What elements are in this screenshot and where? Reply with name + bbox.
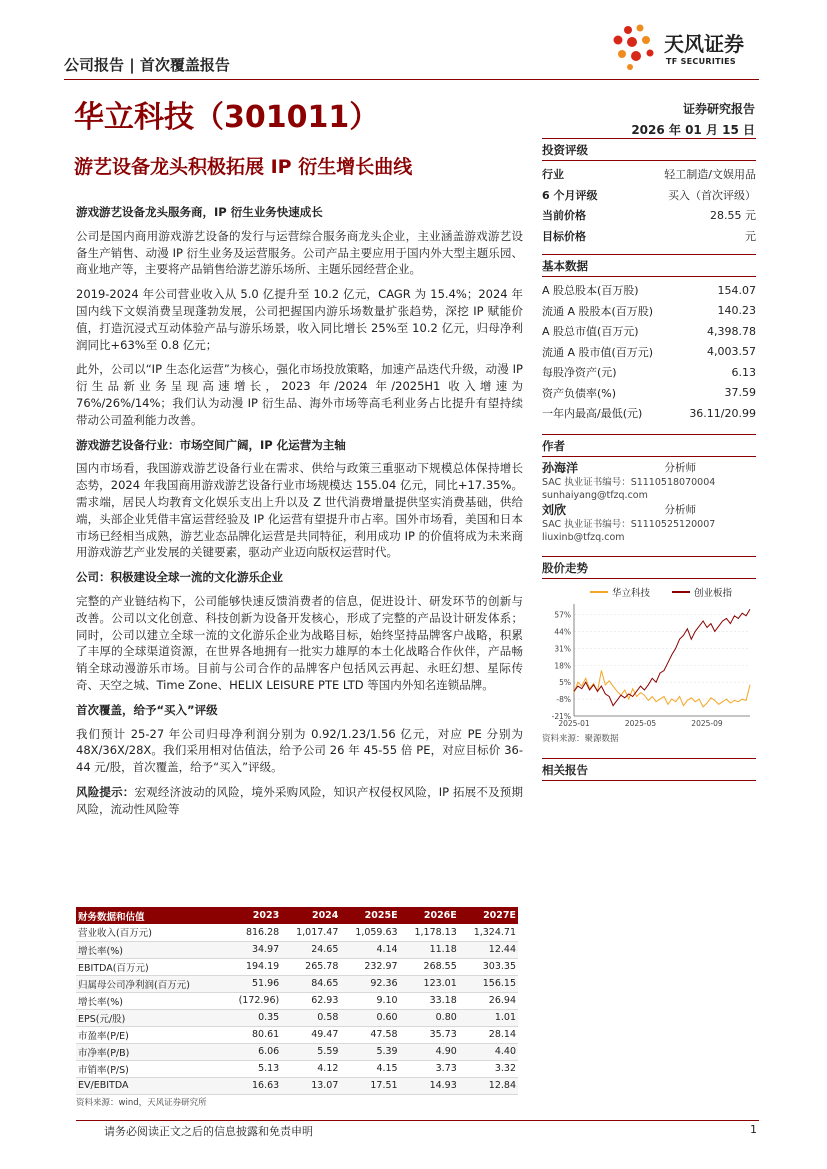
table-cell: 9.10 [340, 992, 399, 1009]
table-cell: 13.07 [281, 1077, 340, 1094]
table-cell: 84.65 [281, 975, 340, 992]
main-content [76, 198, 523, 826]
price-trend-heading: 股价走势 [542, 556, 756, 579]
x-tick-label: 2025-05 [624, 718, 657, 728]
basic-data-value: 36.11/20.99 [689, 406, 756, 420]
paragraph: 此外，公司以“IP 生态化运营”为核心，强化市场投放策略，加速产品迭代升级，动漫 IP 衍生品新业务呈现高速增长，2023 年/2024 年/2025H1 收入增速为 76%/26%/14%；我们认为动漫 IP 衍生品、海外市场等高毛利业务占比提升有望持续带动公司盈利能力改善。 [76, 362, 523, 427]
table-cell: 35.73 [400, 1026, 459, 1043]
rating-row [542, 164, 756, 185]
table-cell: 市净率(P/B) [76, 1043, 224, 1060]
brand-logo [606, 22, 766, 72]
table-cell: 4.15 [340, 1060, 399, 1077]
table-cell: 303.35 [459, 958, 518, 975]
series-line [574, 670, 750, 706]
table-cell: 92.36 [340, 975, 399, 992]
table-cell: 6.06 [224, 1043, 281, 1060]
legend-label: 华立科技 [612, 587, 651, 599]
chart-source: 资料来源：聚源数据 [542, 733, 619, 744]
financial-table-body [76, 924, 518, 1094]
research-label: 证券研究报告 [682, 102, 755, 116]
author-email[interactable]: sunhaiyang@tfzq.com [542, 489, 648, 501]
price-label: 当前价格 [542, 209, 586, 223]
basic-data-label: 流通 A 股市值(百万元) [542, 345, 654, 359]
footer-divider [76, 1120, 759, 1121]
table-cell: 1,059.63 [340, 924, 399, 941]
basic-data-row [542, 362, 756, 383]
table-cell: 0.58 [281, 1009, 340, 1026]
industry-value: 轻工制造/文娱用品 [664, 168, 756, 182]
y-tick-label: 31% [554, 643, 571, 653]
section-title: 首次覆盖，给予“买入”评级 [76, 702, 218, 717]
table-cell: 3.32 [459, 1060, 518, 1077]
section-title: 公司：积极建设全球一流的文化游乐企业 [76, 570, 283, 585]
y-tick-label: -8% [556, 694, 571, 704]
y-tick-label: 18% [554, 660, 571, 670]
table-cell: 265.78 [281, 958, 340, 975]
table-cell: 194.19 [224, 958, 281, 975]
brand-name-en: TF SECURITIES [666, 57, 736, 66]
risk-warning [76, 784, 523, 818]
target-value: 元 [745, 229, 756, 243]
table-row [76, 1026, 518, 1043]
table-cell: 34.97 [224, 941, 281, 958]
related-reports-heading: 相关报告 [542, 758, 756, 781]
footer-disclaimer: 请务必阅读正文之后的信息披露和免责申明 [104, 1125, 313, 1138]
brand-name: 天风证券 [664, 32, 744, 56]
table-cell: 增长率(%) [76, 992, 224, 1009]
table-cell: (172.96) [224, 992, 281, 1009]
table-row [76, 958, 518, 975]
table-row [76, 1009, 518, 1026]
table-cell: 816.28 [224, 924, 281, 941]
basic-data-label: 每股净资产(元) [542, 366, 617, 380]
paragraph: 完整的产业链结构下，公司能够快速反馈消费者的信息，促进设计、研发环节的创新与改善。公司以文化创意、科技创新为设备开发核心，形成了完整的产品设计研发体系；同时，公司以建立全球一流的文化游乐企业为战略目标，始终坚持品牌客户战略，积累了丰厚的全球渠道资源，在世界各地拥有一批实力雄厚的本土化战略合作伙伴，产品畅销全球动漫游乐市场。目前与公司合作的品牌客户包括风云再起、永旺幻想、星际传奇、天空之城、Time Zone、HELIX LEISURE PTE LTD 等国内外知名连锁品牌。 [76, 593, 523, 692]
risk-text: 宏观经济波动的风险，境外采购风险，知识产权侵权风险，IP 拓展不及预期风险，流动性风险等 [76, 784, 523, 816]
table-cell: 4.90 [400, 1043, 459, 1060]
table-cell: 市销率(P/S) [76, 1060, 224, 1077]
rating-row [542, 226, 756, 247]
table-header-cell: 2026E [400, 907, 459, 924]
y-tick-label: 5% [559, 677, 571, 687]
rating-label: 6 个月评级 [542, 188, 598, 202]
author-role: 分析师 [664, 462, 696, 474]
table-cell: 49.47 [281, 1026, 340, 1043]
table-header-cell: 2024 [281, 907, 340, 924]
financial-table [76, 907, 518, 1095]
table-cell: 归属母公司净利润(百万元) [76, 975, 224, 992]
table-row [76, 1077, 518, 1094]
table-row [76, 924, 518, 941]
basic-data-row [542, 342, 756, 363]
table-cell: 123.01 [400, 975, 459, 992]
table-cell: EV/EBITDA [76, 1077, 224, 1094]
table-header-cell: 2025E [340, 907, 399, 924]
table-cell: 5.59 [281, 1043, 340, 1060]
table-cell: 4.40 [459, 1043, 518, 1060]
table-source: 资料来源：wind，天风证券研究所 [76, 1098, 207, 1108]
table-cell: EPS(元/股) [76, 1009, 224, 1026]
table-cell: 28.14 [459, 1026, 518, 1043]
risk-label: 风险提示： [76, 784, 135, 799]
table-cell: 80.61 [224, 1026, 281, 1043]
author-cert: SAC 执业证书编号：S1110525120007 [542, 518, 716, 530]
table-cell: 16.63 [224, 1077, 281, 1094]
table-cell: 14.93 [400, 1077, 459, 1094]
table-cell: 1,178.13 [400, 924, 459, 941]
legend-label: 创业板指 [694, 587, 733, 599]
table-row [76, 941, 518, 958]
report-headline: 游艺设备龙头积极拓展 IP 衍生增长曲线 [74, 156, 413, 178]
author-cert: SAC 执业证书编号：S1110518070004 [542, 476, 716, 488]
basic-data-row [542, 383, 756, 404]
table-row [76, 1043, 518, 1060]
report-type: 公司报告 | 首次覆盖报告 [64, 56, 230, 74]
table-cell: 12.44 [459, 941, 518, 958]
basic-data-row [542, 403, 756, 424]
y-tick-label: 44% [554, 626, 571, 636]
table-cell: 12.84 [459, 1077, 518, 1094]
series-line [574, 609, 750, 705]
rating-row [542, 185, 756, 206]
table-cell: 1.01 [459, 1009, 518, 1026]
y-tick-label: -21% [551, 711, 571, 721]
table-cell: 47.58 [340, 1026, 399, 1043]
header-divider [64, 79, 759, 80]
table-cell: 26.94 [459, 992, 518, 1009]
y-tick-label: 57% [554, 610, 571, 620]
report-date: 2026 年 01 月 15 日 [631, 123, 755, 137]
table-header-cell: 2027E [459, 907, 518, 924]
section-title: 游戏游艺设备龙头服务商，IP 衍生业务快速成长 [76, 205, 323, 219]
logo-mark-icon [606, 22, 662, 72]
x-tick-label: 2025-09 [691, 718, 723, 728]
table-cell: 1,324.71 [459, 924, 518, 941]
table-cell: 1,017.47 [281, 924, 340, 941]
basic-data-value: 37.59 [724, 386, 756, 400]
table-cell: 268.55 [400, 958, 459, 975]
author-name: 孙海洋 [542, 461, 579, 475]
basic-data-row [542, 301, 756, 322]
section-title: 游戏游艺设备行业：市场空间广阔，IP 化运营为主轴 [76, 437, 346, 452]
table-cell: 5.39 [340, 1043, 399, 1060]
industry-label: 行业 [542, 168, 564, 182]
paragraph: 公司是国内商用游戏游艺设备的发行与运营综合服务商龙头企业，主业涵盖游戏游艺设备生产销售、动漫 IP 衍生业务及运营服务。公司产品主要应用于国内外大型主题乐园、商业地产等，主要将产品销售给游艺游乐场所、主题乐园经营企业。 [76, 228, 523, 277]
rating-row [542, 205, 756, 226]
table-cell: 0.60 [340, 1009, 399, 1026]
table-cell: 增长率(%) [76, 941, 224, 958]
target-label: 目标价格 [542, 229, 586, 243]
table-cell: 4.14 [340, 941, 399, 958]
basic-data-label: 一年内最高/最低(元) [542, 407, 643, 421]
paragraph: 我们预计 25-27 年公司归母净利润分别为 0.92/1.23/1.56 亿元，对应 PE 分别为 48X/36X/28X。我们采用相对估值法，给予公司 26 年 45-55 倍 PE，对应目标价 36-44 元/股，首次覆盖，给予“买入”评级。 [76, 726, 523, 775]
sidebar [542, 138, 756, 784]
rating-heading: 投资评级 [542, 138, 756, 161]
table-header-cell: 2023 [224, 907, 281, 924]
basic-data-heading: 基本数据 [542, 254, 756, 277]
basic-data-value: 154.07 [717, 283, 756, 297]
basic-data-row [542, 321, 756, 342]
basic-data-value: 6.13 [731, 365, 756, 379]
basic-data-value: 140.23 [717, 304, 756, 318]
table-cell: 156.15 [459, 975, 518, 992]
author-name: 刘欣 [542, 503, 567, 517]
x-tick-label: 2025-01 [558, 718, 590, 728]
price-trend-svg [542, 582, 756, 730]
author-row [542, 502, 756, 518]
table-cell: 11.18 [400, 941, 459, 958]
author-heading: 作者 [542, 434, 756, 457]
table-cell: 0.35 [224, 1009, 281, 1026]
table-cell: 4.12 [281, 1060, 340, 1077]
page-number: 1 [750, 1123, 757, 1136]
table-cell: 3.73 [400, 1060, 459, 1077]
table-cell: 51.96 [224, 975, 281, 992]
table-cell: EBITDA(百万元) [76, 958, 224, 975]
basic-data-value: 4,003.57 [707, 345, 756, 359]
table-cell: 24.65 [281, 941, 340, 958]
paragraph: 2019-2024 年公司营业收入从 5.0 亿提升至 10.2 亿元，CAGR 为 15.4%；2024 年国内线下文娱消费呈现蓬勃发展，公司把握国内游乐场数量扩张趋势，深挖 IP 赋能价值，打造沉浸式互动体验产品与游乐场景，收入同比增长 25%至 10.2 亿元，归母净利润同比+63%至 0.8 亿元； [76, 287, 523, 352]
table-cell: 62.93 [281, 992, 340, 1009]
price-value: 28.55 元 [710, 209, 756, 223]
table-cell: 营业收入(百万元) [76, 924, 224, 941]
author-role: 分析师 [664, 504, 696, 516]
basic-data-label: 流通 A 股股本(百万股) [542, 304, 654, 318]
table-row [76, 992, 518, 1009]
basic-data-label: 资产负债率(%) [542, 386, 617, 400]
paragraph: 国内市场看，我国游戏游艺设备行业在需求、供给与政策三重驱动下规模总体保持增长态势，2024 年我国商用游戏游艺设备行业市场规模达 155.04 亿元，同比+17.35%。需求端，居民人均教育文化娱乐支出上升以及 Z 世代消费增量提供坚实消费基础，供给端，头部企业凭借丰富运营经验及 IP 化运营有望提升市占率。国外市场看，美国和日本市场已经相当成熟，游艺业态品牌化运营是共同特征，利用成功 IP 的价值将成为未来商用游戏游艺产业发展的关键要素，驱动产业迈向版权运营时代。 [76, 461, 523, 560]
table-cell: 17.51 [340, 1077, 399, 1094]
basic-data-value: 4,398.78 [707, 324, 756, 338]
table-row [76, 1060, 518, 1077]
table-header-cell: 财务数据和估值 [76, 907, 224, 924]
table-cell: 5.13 [224, 1060, 281, 1077]
basic-data-label: A 股总市值(百万元) [542, 325, 639, 339]
basic-data-label: A 股总股本(百万股) [542, 284, 639, 298]
table-row [76, 975, 518, 992]
author-row [542, 460, 756, 476]
basic-data-row [542, 280, 756, 301]
table-cell: 232.97 [340, 958, 399, 975]
table-cell: 33.18 [400, 992, 459, 1009]
company-title: 华立科技（301011） [74, 100, 380, 135]
basic-data-list [542, 280, 756, 424]
author-email[interactable]: liuxinb@tfzq.com [542, 531, 625, 543]
table-cell: 0.80 [400, 1009, 459, 1026]
financial-table-header [76, 907, 518, 924]
table-cell: 市盈率(P/E) [76, 1026, 224, 1043]
rating-value: 买入（首次评级） [668, 188, 756, 202]
price-trend-chart [542, 582, 756, 730]
